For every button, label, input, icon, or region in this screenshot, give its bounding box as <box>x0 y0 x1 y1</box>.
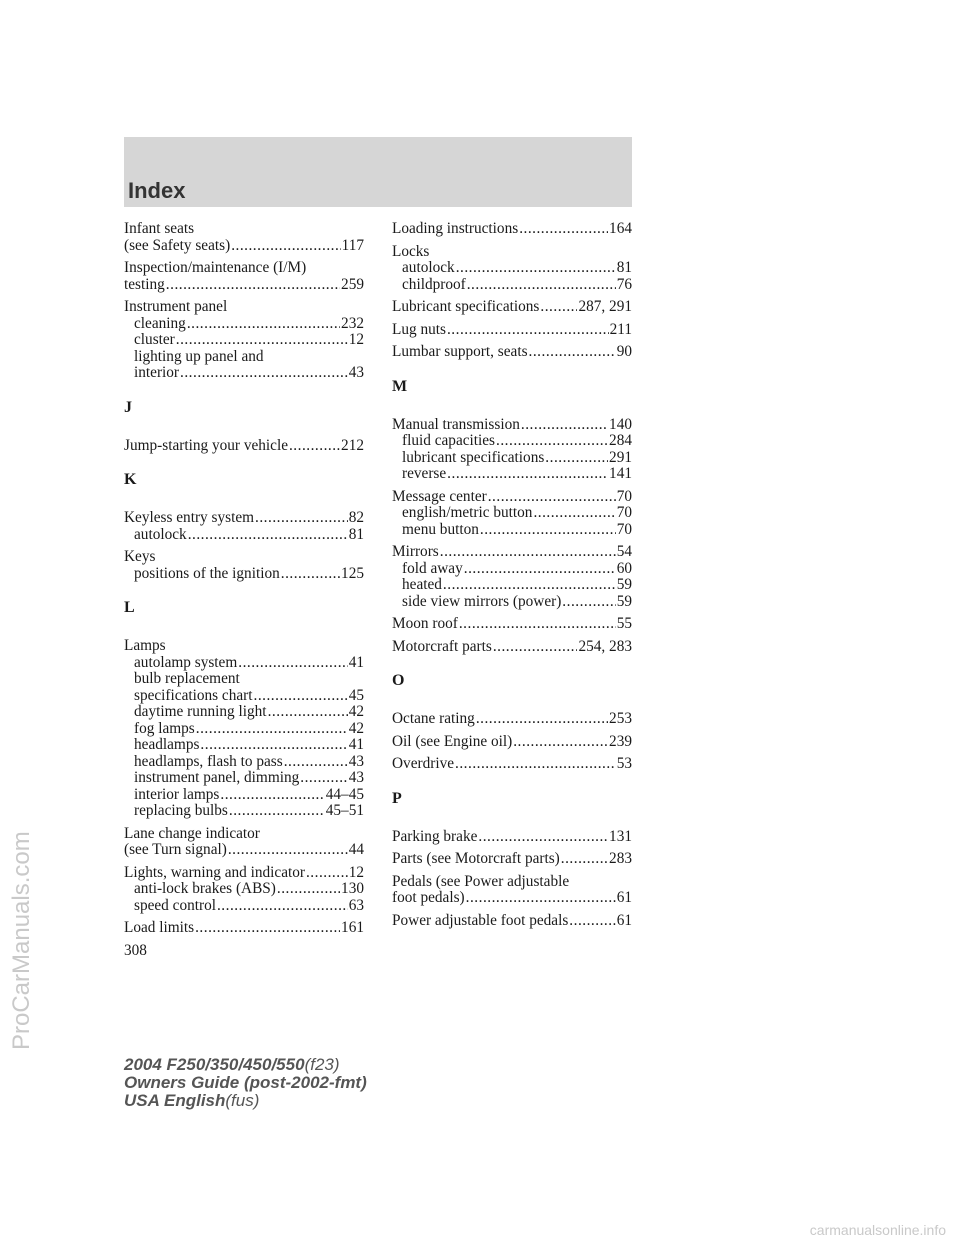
entry-label: Lug nuts <box>392 320 446 338</box>
entry-label: Oil (see Engine oil) <box>392 732 513 750</box>
entry-page-ref: 44–45 <box>325 785 364 803</box>
entry-page-ref: 43 <box>348 752 364 770</box>
entry-page-ref: 239 <box>609 732 632 750</box>
index-entry <box>392 829 632 846</box>
entry-label: Infant seats <box>124 220 195 237</box>
entry-label: specifications chart <box>134 686 253 704</box>
dot-leader <box>187 316 340 333</box>
index-entry-line <box>124 638 364 655</box>
index-entry <box>392 344 632 361</box>
index-entry-line <box>392 913 632 930</box>
dot-leader <box>188 527 348 544</box>
dot-leader <box>440 544 616 561</box>
entry-page-ref: 45–51 <box>325 802 364 819</box>
entry-page-ref: 61 <box>616 889 632 906</box>
footer-model: 2004 F250/350/450/550 <box>124 1055 305 1074</box>
footer-guide: Owners Guide (post-2002-fmt) <box>124 1073 367 1092</box>
entry-page-ref: 43 <box>348 769 364 786</box>
dot-leader <box>488 489 616 506</box>
index-subentry-line <box>392 466 632 483</box>
index-entry-line <box>392 734 632 751</box>
entry-label: speed control <box>134 896 216 914</box>
index-entry-line <box>392 221 632 238</box>
index-entry <box>392 711 632 728</box>
entry-label: Instrument panel <box>124 298 228 315</box>
index-entry-line <box>392 244 632 261</box>
index-entry-line <box>392 322 632 339</box>
entry-page-ref: 81 <box>616 259 632 276</box>
entry-label: reverse <box>402 465 447 482</box>
index-entry-line <box>392 756 632 773</box>
dot-leader <box>464 561 616 578</box>
entry-label: fold away <box>402 559 463 577</box>
index-entry-line <box>124 299 364 316</box>
index-entry <box>392 322 632 339</box>
entry-page-ref: 131 <box>609 827 632 845</box>
index-entry-line <box>392 829 632 846</box>
index-entry <box>124 920 364 937</box>
entry-page-ref: 90 <box>616 343 632 360</box>
entry-label: lighting up panel and <box>134 347 264 365</box>
dot-leader <box>176 332 348 349</box>
index-entry <box>124 221 364 254</box>
entry-label: Load limits <box>124 919 195 936</box>
entry-label: bulb replacement <box>134 670 240 687</box>
index-letter-heading: K <box>124 471 137 488</box>
entry-page-ref: 81 <box>348 525 364 543</box>
index-entry <box>392 417 632 483</box>
entry-label: Overdrive <box>392 755 455 772</box>
entry-label: menu button <box>402 520 479 538</box>
dot-leader <box>289 438 340 455</box>
entry-label: fog lamps <box>134 719 195 737</box>
header-band <box>124 137 632 207</box>
footer-language: USA English <box>124 1091 226 1110</box>
entry-page-ref: 76 <box>616 275 632 293</box>
entry-page-ref: 284 <box>609 432 632 449</box>
index-entry-line <box>124 549 364 566</box>
entry-page-ref: 61 <box>616 911 632 929</box>
dot-leader <box>529 344 616 361</box>
index-entry <box>392 756 632 773</box>
entry-label: childproof <box>402 275 466 293</box>
index-subentry-line <box>124 527 364 544</box>
dot-leader <box>255 510 348 527</box>
entry-label: Lumbar support, seats <box>392 343 528 360</box>
entry-label: Parts (see Motorcraft parts) <box>392 850 560 867</box>
entry-page-ref: 130 <box>341 880 364 897</box>
dot-leader <box>467 277 616 294</box>
index-subentry-line <box>124 332 364 349</box>
index-entry <box>392 851 632 868</box>
entry-page-ref: 59 <box>616 576 632 593</box>
watermark-bottom: carmanualsonline.info <box>809 1222 946 1238</box>
dot-leader <box>195 920 340 937</box>
footer-language-code: (fus) <box>225 1091 260 1110</box>
entry-label: Keyless entry system <box>124 509 255 526</box>
index-entry <box>392 244 632 294</box>
index-entry-line <box>124 842 364 859</box>
dot-leader <box>217 898 348 915</box>
entry-label: autolock <box>402 259 455 276</box>
index-entry <box>392 299 632 316</box>
dot-leader <box>228 842 348 859</box>
dot-leader <box>478 829 608 846</box>
entry-page-ref: 42 <box>348 719 364 737</box>
dot-leader <box>254 688 348 705</box>
index-subentry-line <box>124 770 364 787</box>
entry-label: (see Turn signal) <box>124 841 227 858</box>
entry-page-ref: 41 <box>348 653 364 671</box>
entry-label: Mirrors <box>392 543 439 560</box>
entry-page-ref: 259 <box>341 275 364 293</box>
index-subentry-line <box>392 505 632 522</box>
entry-label: side view mirrors (power) <box>402 592 562 610</box>
entry-label: english/metric button <box>402 504 533 521</box>
entry-page-ref: 70 <box>616 487 632 505</box>
index-entry-line <box>392 851 632 868</box>
dot-leader <box>166 277 340 294</box>
index-letter-heading: L <box>124 599 135 616</box>
index-entry <box>392 616 632 633</box>
index-entry <box>392 734 632 751</box>
index-entry <box>392 874 632 907</box>
entry-label: Manual transmission <box>392 415 520 433</box>
index-subentry-line <box>124 881 364 898</box>
entry-label: Loading instructions <box>392 220 519 237</box>
entry-page-ref: 232 <box>341 314 364 332</box>
index-entry <box>124 438 364 455</box>
entry-label: Pedals (see Power adjustable <box>392 872 570 890</box>
dot-leader <box>447 466 608 483</box>
entry-label: headlamps, flash to pass <box>134 752 283 770</box>
entry-page-ref: 82 <box>348 509 364 526</box>
index-entry-line <box>392 874 632 891</box>
index-entry <box>392 544 632 610</box>
entry-label: daytime running light <box>134 703 267 720</box>
dot-leader <box>220 787 324 804</box>
entry-label: autolamp system <box>134 653 238 671</box>
index-subentry-line <box>124 737 364 754</box>
entry-label: Inspection/maintenance (I/M) <box>124 259 307 276</box>
dot-leader <box>284 754 348 771</box>
entry-label: interior lamps <box>134 785 220 803</box>
entry-page-ref: 12 <box>348 331 364 348</box>
index-letter-heading: O <box>392 672 405 689</box>
entry-label: anti-lock brakes (ABS) <box>134 880 276 897</box>
entry-label: Locks <box>392 242 430 260</box>
dot-leader <box>455 756 616 773</box>
footer <box>124 1056 367 1110</box>
entry-page-ref: 45 <box>348 686 364 704</box>
index-subentry-line <box>124 787 364 804</box>
index-subentry-line <box>124 704 364 721</box>
index-subentry-line <box>124 316 364 333</box>
index-subentry-line <box>124 803 364 820</box>
entry-page-ref: 212 <box>341 436 364 454</box>
entry-label: Lights, warning and indicator <box>124 863 305 881</box>
dot-leader <box>443 577 616 594</box>
entry-page-ref: 53 <box>616 755 632 772</box>
index-column-right <box>392 221 632 935</box>
dot-leader <box>521 417 608 434</box>
entry-page-ref: 12 <box>348 863 364 881</box>
dot-leader <box>306 865 348 882</box>
index-entry-line <box>124 865 364 882</box>
entry-page-ref: 254, 283 <box>578 637 632 655</box>
dot-leader <box>493 639 578 656</box>
footer-model-code: (f23) <box>304 1055 340 1074</box>
entry-page-ref: 125 <box>341 564 364 582</box>
entry-label: Octane rating <box>392 710 475 727</box>
entry-page-ref: 291 <box>609 448 632 466</box>
index-subentry-line <box>124 566 364 583</box>
entry-label: (see Safety seats) <box>124 236 231 254</box>
entry-label: heated <box>402 576 442 593</box>
dot-leader <box>545 450 608 467</box>
index-entry <box>124 638 364 820</box>
index-entry <box>124 299 364 382</box>
index-subentry-line <box>392 522 632 539</box>
dot-leader <box>562 594 615 611</box>
index-entry <box>392 639 632 656</box>
entry-label: Power adjustable foot pedals <box>392 911 569 929</box>
index-entry-line <box>392 299 632 316</box>
index-subentry-line <box>392 594 632 611</box>
index-entry <box>124 510 364 543</box>
index-entry-line <box>124 221 364 238</box>
index-entry-line <box>392 489 632 506</box>
index-entry <box>124 865 364 915</box>
index-entry <box>392 221 632 238</box>
entry-page-ref: 41 <box>348 736 364 753</box>
entry-label: Keys <box>124 548 156 565</box>
index-subentry-line <box>392 561 632 578</box>
dot-leader <box>180 365 348 382</box>
entry-label: autolock <box>134 525 187 543</box>
dot-leader <box>277 881 340 898</box>
page-number: 308 <box>124 942 147 959</box>
index-letter-heading: P <box>392 789 402 807</box>
entry-page-ref: 161 <box>341 919 364 936</box>
dot-leader <box>540 299 577 316</box>
entry-label: Jump-starting your vehicle <box>124 436 288 454</box>
entry-page-ref: 42 <box>348 703 364 720</box>
entry-label: instrument panel, dimming <box>134 769 300 786</box>
entry-label: testing <box>124 275 165 293</box>
index-letter-heading: J <box>124 398 132 416</box>
dot-leader <box>466 890 616 907</box>
entry-label: Lane change indicator <box>124 824 260 842</box>
dot-leader <box>456 260 616 277</box>
entry-page-ref: 70 <box>616 504 632 521</box>
entry-page-ref: 70 <box>616 520 632 538</box>
index-subentry-line <box>392 450 632 467</box>
dot-leader <box>231 238 340 255</box>
index-entry-line <box>124 277 364 294</box>
entry-label: cluster <box>134 331 175 348</box>
entry-page-ref: 60 <box>616 559 632 577</box>
index-entry-line <box>392 711 632 728</box>
entry-page-ref: 43 <box>348 364 364 381</box>
entry-label: replacing bulbs <box>134 802 228 819</box>
dot-leader <box>459 616 616 633</box>
index-subentry-line <box>124 655 364 672</box>
index-subentry-line <box>392 260 632 277</box>
entry-label: interior <box>134 364 180 381</box>
index-entry-line <box>392 417 632 434</box>
index-entry-line <box>124 238 364 255</box>
dot-leader <box>561 851 608 868</box>
dot-leader <box>447 322 609 339</box>
entry-page-ref: 253 <box>609 710 632 727</box>
dot-leader <box>200 737 347 754</box>
index-subentry-line <box>124 671 364 688</box>
dot-leader <box>519 221 608 238</box>
entry-page-ref: 117 <box>341 236 364 254</box>
entry-label: lubricant specifications <box>402 448 545 466</box>
index-subentry-line <box>392 577 632 594</box>
entry-label: headlamps <box>134 736 200 753</box>
dot-leader <box>533 505 615 522</box>
index-entry <box>392 489 632 539</box>
index-column-left <box>124 221 364 943</box>
entry-label: Lamps <box>124 637 166 654</box>
index-entry-line <box>124 510 364 527</box>
entry-label: Motorcraft parts <box>392 637 492 655</box>
index-entry <box>124 260 364 293</box>
entry-page-ref: 59 <box>616 592 632 610</box>
dot-leader <box>268 704 348 721</box>
dot-leader <box>496 433 608 450</box>
entry-page-ref: 54 <box>616 543 632 560</box>
entry-page-ref: 44 <box>348 841 364 858</box>
dot-leader <box>513 734 608 751</box>
entry-page-ref: 211 <box>609 320 632 338</box>
index-subentry-line <box>124 688 364 705</box>
dot-leader <box>196 721 348 738</box>
index-entry <box>124 826 364 859</box>
entry-label: Moon roof <box>392 615 458 632</box>
entry-label: Lubricant specifications <box>392 298 540 315</box>
dot-leader <box>238 655 347 672</box>
index-entry-line <box>392 890 632 907</box>
index-entry-line <box>124 260 364 277</box>
index-entry-line <box>124 826 364 843</box>
entry-page-ref: 63 <box>348 896 364 914</box>
entry-page-ref: 164 <box>609 220 632 237</box>
index-subentry-line <box>124 721 364 738</box>
index-subentry-line <box>124 349 364 366</box>
entry-label: foot pedals) <box>392 889 465 906</box>
entry-label: cleaning <box>134 314 186 332</box>
index-entry-line <box>124 438 364 455</box>
index-entry-line <box>392 616 632 633</box>
entry-label: fluid capacities <box>402 432 496 449</box>
dot-leader <box>476 711 608 728</box>
index-entry-line <box>392 344 632 361</box>
entry-label: Message center <box>392 487 487 505</box>
watermark-side: ProCarManuals.com <box>8 831 35 1050</box>
index-entry <box>124 549 364 582</box>
entry-page-ref: 141 <box>609 465 632 482</box>
index-entry <box>392 913 632 930</box>
dot-leader <box>480 522 616 539</box>
entry-label: positions of the ignition <box>134 564 280 582</box>
index-entry-line <box>124 920 364 937</box>
page-title: Index <box>128 178 186 203</box>
dot-leader <box>569 913 615 930</box>
index-subentry-line <box>124 365 364 382</box>
entry-page-ref: 55 <box>616 615 632 632</box>
entry-label: Parking brake <box>392 827 478 845</box>
index-subentry-line <box>392 277 632 294</box>
index-subentry-line <box>392 433 632 450</box>
index-entry-line <box>392 639 632 656</box>
dot-leader <box>229 803 325 820</box>
entry-page-ref: 287, 291 <box>578 298 632 315</box>
dot-leader <box>281 566 340 583</box>
index-subentry-line <box>124 898 364 915</box>
index-subentry-line <box>124 754 364 771</box>
entry-page-ref: 283 <box>609 850 632 867</box>
index-entry-line <box>392 544 632 561</box>
dot-leader <box>300 770 347 787</box>
entry-page-ref: 140 <box>609 415 632 433</box>
index-letter-heading: M <box>392 377 408 395</box>
